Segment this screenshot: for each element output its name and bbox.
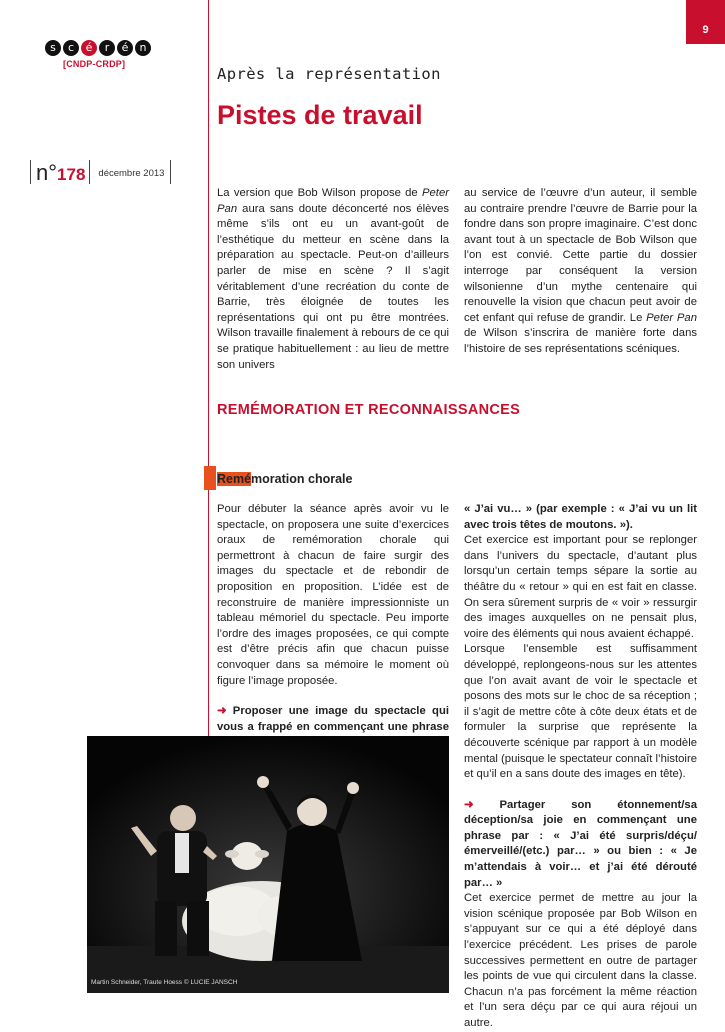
vertical-rule xyxy=(208,0,209,736)
photo-caption: Martin Schneider, Traute Hoess © LUCIE JANSCH xyxy=(91,979,238,986)
body-left-column xyxy=(217,502,449,751)
page-number-badge: 9 xyxy=(686,0,725,44)
stage-scene-illustration xyxy=(87,736,449,993)
intro-column-2: au service de l’œuvre d’un auteur, il semble au contraire prendre l’œuvre de Barrie pour la fondre dans son propre imaginaire. C’est donc avant tout à un spectacle de Bob Wilson que l’on est convié. Cette partie du dossier interroge par conséquent la version wilsonienne d’un mythe centenaire qui renouvelle la vision que chacun peut avoir de cet enfant qui refuse de grandir. Le Peter Pan de Wilson s’inscrira de manière forte dans l’histoire de ses représentations scéniques. xyxy=(464,187,697,355)
logo-letter: s xyxy=(45,40,61,56)
logo-letter: r xyxy=(99,40,115,56)
logo-letter: é xyxy=(117,40,133,56)
logo-subtitle: [CNDP-CRDP] xyxy=(63,59,126,69)
subheading: Remémoration chorale xyxy=(217,472,353,486)
instruction: Proposer une image du spectacle qui vous a frappé en commençant une phrase xyxy=(217,705,449,733)
instruction: Partager son étonnement/sa déception/sa joie en commençant une phrase par : « J’ai été surpris/déçu/émerveillé/(etc.) par… » ou bien : « Je m’attendais à voir… et j’ai été dérouté par… » xyxy=(464,798,697,889)
paragraph: Lorsque l’ensemble est suffisamment développé, replongeons-nous sur les attentes que l’on avait avant de voir le spectacle et posons des mots sur le choc de sa réception ; il s’agit de mettre côte à côte deux états et de formuler la surprise que représente la découverte scénique par rapport à un modèle mental (puisque le spectateur connaît l’histoire et qu’il en a sans doute des images en tête). xyxy=(464,643,697,781)
section-kicker: Après la représentation xyxy=(217,65,441,83)
intro-column-1: La version que Bob Wilson propose de Peter Pan aura sans doute déconcerté nos élèves même s’ils ont eu un avant-goût de l’esthétique du metteur en scène dans la préparation au spectacle. Peut-on d’ailleurs parler de mise en scène ? Il s’agit véritablement d’une recréation du conte de Barrie, très éloignée de toutes les représentations qui ont pu être montrées. Wilson travaille finalement à rebours de ce qui se pratique habituellement : au lieu de mettre son univers xyxy=(217,187,449,371)
paragraph: Cet exercice est important pour se replonger dans l’univers du spectacle, d’autant plus lorsqu’un certain temps sépare la sortie au théâtre du « retour » qui en est fait en classe. On sera sûrement surpris de « voir » ressurgir des images auxquelles on ne pensait plus, voire des éléments qui nous avaient échappé. xyxy=(464,534,697,640)
subheading-marker xyxy=(204,466,216,490)
section-heading: REMÉMORATION ET RECONNAISSANCES xyxy=(217,402,521,418)
page-title: Pistes de travail xyxy=(217,100,423,130)
stage-photo xyxy=(87,736,449,993)
logo-letter: é xyxy=(81,40,97,56)
logo-letter: n xyxy=(135,40,151,56)
logo-letter: c xyxy=(63,40,79,56)
issue-number: n°178 xyxy=(36,160,86,185)
paragraph: Pour débuter la séance après avoir vu le spectacle, on proposera une suite d’exercices oraux de remémoration chorale qui permettront à chacun de faire surgir des images du spectacle et de rebondir de proposition en proposition. L’idée est de reconstruire de manière impressionniste un tableau mémoriel du spectacle. Peu importe l’ordre des images proposées, ce qui compte est d’être précis afin que chacun puisse convoquer dans sa mémoire le moment où figure l’image proposée. xyxy=(217,503,449,687)
sceren-logo xyxy=(45,40,151,69)
body-right-column xyxy=(464,502,697,1032)
issue-date: décembre 2013 xyxy=(98,168,165,179)
arrow-icon: ➜ xyxy=(464,798,474,811)
instruction-continued: « J’ai vu… » (par exemple : « J’ai vu un lit avec trois têtes de moutons. »). xyxy=(464,503,697,531)
issue-block xyxy=(30,160,171,188)
paragraph: Cet exercice permet de mettre au jour la vision scénique proposée par Bob Wilson en s’appuyant sur ce qui a été déployé dans l’exercice précédent. Les prises de parole successives permettent en outre de partager les points de vue qui circulent dans la classe. Chacun n’a pas forcément la même réaction et l’un sera déçu par ce qui aura réjoui un autre. xyxy=(464,892,697,1029)
arrow-icon: ➜ xyxy=(217,705,227,718)
